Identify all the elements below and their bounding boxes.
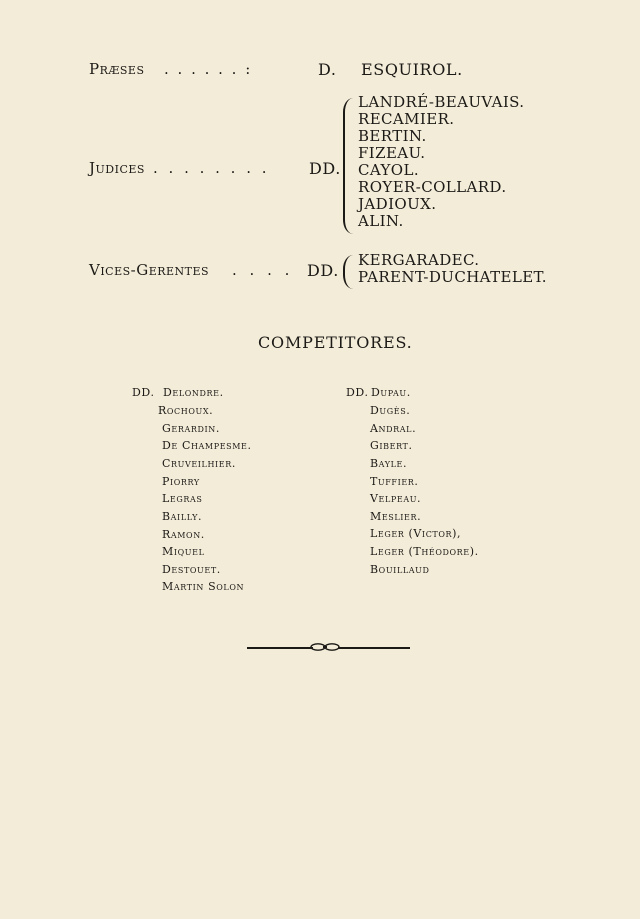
praeses-dots: . . . . . . : xyxy=(164,60,253,78)
praeses-label: Præses xyxy=(89,60,145,78)
vices-gerentes-names xyxy=(358,252,547,286)
judex-name: CAYOL. xyxy=(358,161,420,179)
judices-label: Judices xyxy=(89,159,145,177)
judex-name: LANDRÉ-BEAUVAIS. xyxy=(358,93,525,111)
competitor-name: Meslier. xyxy=(370,510,422,523)
competitor-name: Cruveilhier. xyxy=(162,457,236,470)
judex-name: RECAMIER. xyxy=(358,110,455,128)
competitor-name: Gibert. xyxy=(370,439,413,452)
competitor-name: Leger (Théodore). xyxy=(370,545,479,558)
vice-gerens-name: KERGARADEC. xyxy=(358,251,480,269)
competitor-name: Martin Solon xyxy=(162,580,245,593)
competitor-name: Dupau. xyxy=(371,386,411,399)
competitores-right-prefix: DD. xyxy=(346,386,369,399)
vices-gerentes-prefix: DD. xyxy=(307,261,339,280)
vices-gerentes-brace xyxy=(343,255,353,289)
praeses-prefix: D. xyxy=(318,60,337,79)
competitor-name: Rochoux. xyxy=(158,404,214,417)
vice-gerens-name: PARENT-DUCHATELET. xyxy=(358,268,547,286)
competitor-name: Delondre. xyxy=(163,386,224,399)
judices-brace xyxy=(343,98,355,234)
judices-prefix: DD. xyxy=(309,159,341,178)
competitor-name: De Champesme. xyxy=(162,439,252,452)
competitor-name: Dugès. xyxy=(370,404,411,417)
praeses-name: ESQUIROL. xyxy=(361,60,463,79)
competitores-heading: COMPETITORES. xyxy=(258,333,413,352)
ornamental-rule-left xyxy=(247,647,313,649)
vices-gerentes-label: Vices-Gerentes xyxy=(89,261,210,279)
competitor-name: Andral. xyxy=(370,422,417,435)
ornament-icon xyxy=(310,643,340,651)
judices-dots: . . . . . . . . xyxy=(153,159,270,177)
competitor-name: Ramon. xyxy=(162,528,205,541)
competitor-name: Bouillaud xyxy=(370,563,430,576)
competitor-name: Miquel xyxy=(162,545,205,558)
competitor-name: Legras xyxy=(162,492,203,505)
competitor-name: Piorry xyxy=(162,475,200,488)
judex-name: ROYER-COLLARD. xyxy=(358,178,507,196)
judex-name: ALIN. xyxy=(358,212,404,230)
competitor-name: Destouet. xyxy=(162,563,221,576)
competitor-name: Leger (Victor), xyxy=(370,527,462,540)
judex-name: FIZEAU. xyxy=(358,144,426,162)
competitor-name: Bayle. xyxy=(370,457,408,470)
competitor-name: Gerardin. xyxy=(162,422,220,435)
judex-name: BERTIN. xyxy=(358,127,427,145)
vices-gerentes-dots: . . . . xyxy=(232,261,294,279)
ornamental-rule-right xyxy=(338,647,410,649)
judices-names xyxy=(358,94,524,230)
judex-name: JADIOUX. xyxy=(358,195,437,213)
competitor-name: Tuffier. xyxy=(370,475,419,488)
competitor-name: Bailly. xyxy=(162,510,203,523)
competitores-left-prefix: DD. xyxy=(132,386,155,399)
competitor-name: Velpeau. xyxy=(370,492,422,505)
